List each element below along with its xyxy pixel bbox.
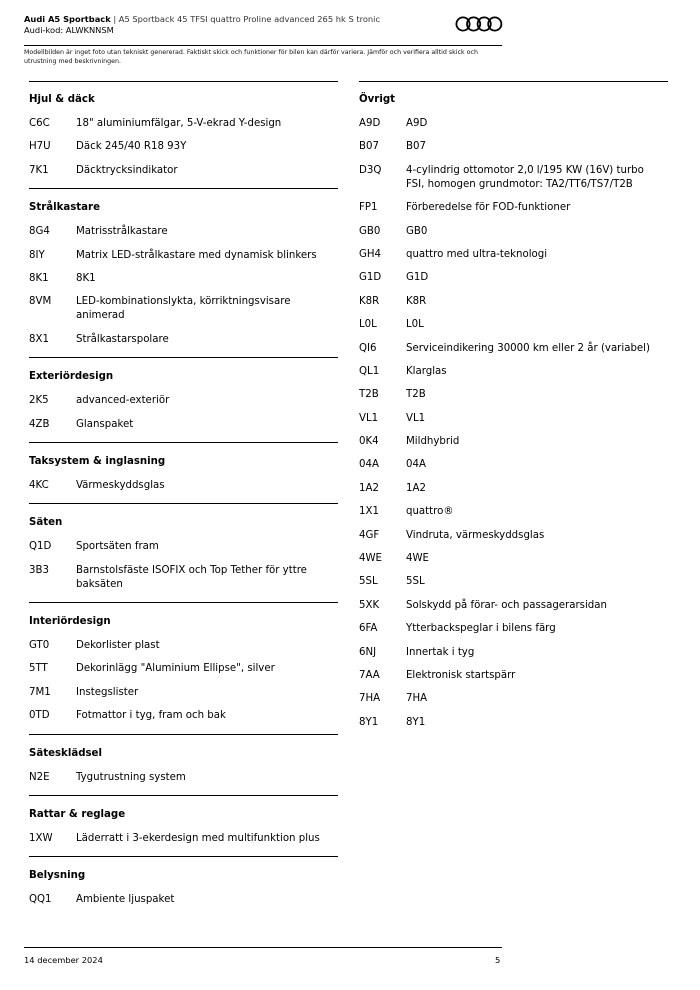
equipment-column-left (29, 81, 338, 915)
section-title: Övrigt (359, 94, 395, 105)
equipment-code: QQ1 (29, 894, 52, 906)
equipment-code: N2E (29, 771, 50, 783)
equipment-code: B07 (359, 141, 379, 153)
equipment-code: G1D (359, 272, 382, 284)
equipment-code: 7AA (359, 669, 380, 681)
equipment-code: GT0 (29, 640, 50, 652)
equipment-description: Läderratt i 3-ekerdesign med multifunktion plus (76, 833, 320, 845)
equipment-row (359, 162, 668, 199)
equipment-row (359, 527, 668, 550)
equipment-row (359, 269, 668, 292)
equipment-description: Tygutrustning system (76, 771, 186, 783)
equipment-row (29, 392, 338, 415)
document-header (24, 14, 502, 36)
equipment-description: 7HA (406, 693, 428, 705)
equipment-code: GB0 (359, 225, 381, 237)
equipment-description: 4-cylindrig ottomotor 2,0 l/195 KW (16V) turbo FSI, homogen grundmotor: TA2/TT6/TS7/T2B (406, 164, 644, 190)
equipment-description: 8K1 (76, 272, 96, 284)
equipment-code: 8G4 (29, 226, 50, 238)
equipment-row (359, 573, 668, 596)
equipment-description: 5SL (406, 576, 425, 588)
equipment-row (29, 684, 338, 707)
equipment-section (29, 189, 338, 358)
section-title: Sätesklädsel (29, 747, 102, 759)
section-title: Hjul & däck (29, 94, 95, 105)
section-title: Taksystem & inglasning (29, 455, 166, 467)
equipment-row (29, 247, 338, 270)
equipment-code: 04A (359, 459, 379, 471)
equipment-section (29, 358, 338, 443)
equipment-code: H7U (29, 141, 51, 153)
equipment-code: 8VM (29, 296, 52, 308)
equipment-description: quattro® (406, 506, 454, 518)
audi-code: Audi-kod: ALWKNNSM (24, 25, 114, 35)
equipment-description: Innertak i tyg (406, 646, 475, 658)
equipment-row (359, 363, 668, 386)
equipment-row (29, 637, 338, 660)
equipment-row (29, 707, 338, 730)
equipment-code: T2B (359, 389, 379, 401)
equipment-code: D3Q (359, 164, 382, 176)
equipment-code: GH4 (359, 248, 382, 260)
equipment-description: T2B (406, 389, 426, 401)
equipment-description: Ytterbackspeglar i bilens färg (406, 623, 556, 635)
model-name: Audi A5 Sportback (24, 14, 111, 24)
equipment-code: 5XK (359, 599, 380, 611)
equipment-description: Elektronisk startspärr (406, 669, 516, 681)
equipment-row (29, 660, 338, 683)
disclaimer-text: Modellbilden är inget foto utan tekniskt genererad. Faktiskt skick och funktioner för bilen kan därför variera. Jämför och verifiera alltid skick och utrustning med beskrivningen. (24, 49, 478, 65)
equipment-section (29, 443, 338, 504)
equipment-row (359, 456, 668, 479)
equipment-code: 2K5 (29, 395, 49, 407)
equipment-code: 1A2 (359, 482, 379, 494)
equipment-code: 8IY (29, 249, 45, 261)
equipment-row (359, 386, 668, 409)
equipment-row (359, 199, 668, 222)
equipment-row (359, 246, 668, 269)
equipment-code: QL1 (359, 365, 380, 377)
equipment-row (359, 690, 668, 713)
equipment-description: Värmeskyddsglas (76, 479, 165, 491)
equipment-description: advanced-exteriör (76, 395, 170, 407)
header-divider (24, 45, 502, 46)
equipment-row (29, 769, 338, 792)
equipment-section (29, 796, 338, 857)
equipment-code: 0TD (29, 710, 50, 722)
equipment-description: B07 (406, 141, 426, 153)
section-title: Rattar & reglage (29, 809, 126, 821)
equipment-description: K8R (406, 295, 427, 307)
equipment-description: Matrix LED-strålkastare med dynamisk blinkers (76, 249, 317, 261)
equipment-row (29, 115, 338, 138)
equipment-row (359, 293, 668, 316)
equipment-description: Matrisstrålkastare (76, 226, 168, 238)
equipment-code: VL1 (359, 412, 379, 424)
equipment-row (359, 115, 668, 138)
equipment-code: K8R (359, 295, 380, 307)
section-title: Strålkastare (29, 202, 100, 214)
equipment-description: Ambiente ljuspaket (76, 894, 175, 906)
equipment-row (359, 410, 668, 433)
equipment-code: 7M1 (29, 686, 51, 698)
equipment-code: L0L (359, 319, 377, 331)
section-title: Exteriördesign (29, 371, 114, 383)
equipment-description: 4WE (406, 553, 429, 565)
equipment-description: 8Y1 (406, 716, 426, 728)
equipment-row (29, 477, 338, 500)
equipment-code: 8K1 (29, 272, 49, 284)
equipment-code: QI6 (359, 342, 377, 354)
equipment-row (359, 433, 668, 456)
equipment-column-right (359, 81, 668, 737)
equipment-code: 1XW (29, 833, 53, 845)
equipment-row (29, 293, 338, 330)
equipment-description: 1A2 (406, 482, 426, 494)
equipment-row (359, 503, 668, 526)
equipment-description: Vindruta, värmeskyddsglas (406, 529, 545, 541)
equipment-row (29, 270, 338, 293)
equipment-row (359, 480, 668, 503)
equipment-row (29, 162, 338, 185)
section-title: Belysning (29, 870, 86, 882)
equipment-row (359, 550, 668, 573)
equipment-row (29, 891, 338, 914)
equipment-description: Klarglas (406, 365, 447, 377)
equipment-description: Instegslister (76, 686, 139, 698)
equipment-section (359, 81, 668, 737)
equipment-section (29, 603, 338, 735)
equipment-row (359, 667, 668, 690)
equipment-code: FP1 (359, 202, 378, 214)
equipment-row (359, 340, 668, 363)
equipment-code: 5SL (359, 576, 378, 588)
equipment-description: Barnstolsfäste ISOFIX och Top Tether för yttre baksäten (76, 564, 307, 590)
footer-divider (24, 947, 502, 948)
equipment-row (359, 620, 668, 643)
equipment-row (359, 644, 668, 667)
equipment-description: Solskydd på förar- och passagerarsidan (406, 599, 607, 611)
equipment-row (29, 562, 338, 599)
audi-rings-logo (455, 16, 503, 32)
equipment-section (29, 857, 338, 914)
equipment-row (29, 331, 338, 354)
section-title: Säten (29, 517, 63, 529)
equipment-row (359, 714, 668, 737)
equipment-code: C6C (29, 118, 50, 129)
equipment-code: 7HA (359, 693, 381, 705)
equipment-code: 1X1 (359, 506, 379, 518)
equipment-description: A9D (406, 118, 428, 129)
equipment-code: 6NJ (359, 646, 377, 658)
equipment-code: A9D (359, 118, 381, 129)
equipment-description: Dekorlister plast (76, 640, 160, 652)
equipment-description: GB0 (406, 225, 428, 237)
equipment-description: LED-kombinationslykta, körriktningsvisare animerad (76, 296, 291, 322)
footer-date: 14 december 2024 (24, 955, 103, 965)
equipment-code: 6FA (359, 623, 378, 635)
equipment-code: 3B3 (29, 564, 49, 576)
equipment-row (359, 223, 668, 246)
equipment-description: Fotmattor i tyg, fram och bak (76, 710, 226, 722)
equipment-code: 4ZB (29, 418, 50, 430)
equipment-description: Förberedelse för FOD-funktioner (406, 202, 571, 214)
equipment-code: 8X1 (29, 333, 49, 345)
model-variant: | A5 Sportback 45 TFSI quattro Proline advanced 265 hk S tronic (110, 14, 381, 24)
model-title (24, 14, 502, 25)
equipment-description: L0L (406, 319, 424, 331)
equipment-description: Mildhybrid (406, 436, 460, 448)
equipment-row (29, 138, 338, 161)
equipment-description: VL1 (406, 412, 426, 424)
equipment-section (29, 735, 338, 796)
equipment-description: Glanspaket (76, 418, 134, 430)
equipment-code: 4WE (359, 553, 382, 565)
equipment-row (29, 416, 338, 439)
equipment-row (359, 138, 668, 161)
page-number: 5 (495, 955, 501, 965)
equipment-section (29, 504, 338, 603)
equipment-section (29, 81, 338, 189)
equipment-code: 8Y1 (359, 716, 379, 728)
equipment-description: Däcktrycksindikator (76, 164, 178, 176)
equipment-row (359, 597, 668, 620)
equipment-description: Dekorinlägg "Aluminium Ellipse", silver (76, 663, 275, 675)
equipment-description: Serviceindikering 30000 km eller 2 år (variabel) (406, 342, 650, 354)
equipment-row (29, 830, 338, 853)
equipment-row (359, 316, 668, 339)
equipment-description: Däck 245/40 R18 93Y (76, 141, 187, 153)
equipment-code: 4KC (29, 479, 49, 491)
equipment-code: 5TT (29, 663, 48, 675)
section-title: Interiördesign (29, 616, 111, 628)
equipment-row (29, 223, 338, 246)
equipment-code: Q1D (29, 541, 52, 553)
equipment-description: G1D (406, 272, 429, 284)
equipment-description: 04A (406, 459, 426, 471)
equipment-code: 4GF (359, 529, 380, 541)
equipment-description: Sportsäten fram (76, 541, 159, 553)
equipment-description: Strålkastarspolare (76, 333, 169, 345)
equipment-description: 18" aluminiumfälgar, 5-V-ekrad Y-design (76, 118, 282, 129)
equipment-code: 7K1 (29, 164, 49, 176)
equipment-code: 0K4 (359, 436, 379, 448)
equipment-row (29, 538, 338, 561)
equipment-description: quattro med ultra-teknologi (406, 248, 548, 260)
